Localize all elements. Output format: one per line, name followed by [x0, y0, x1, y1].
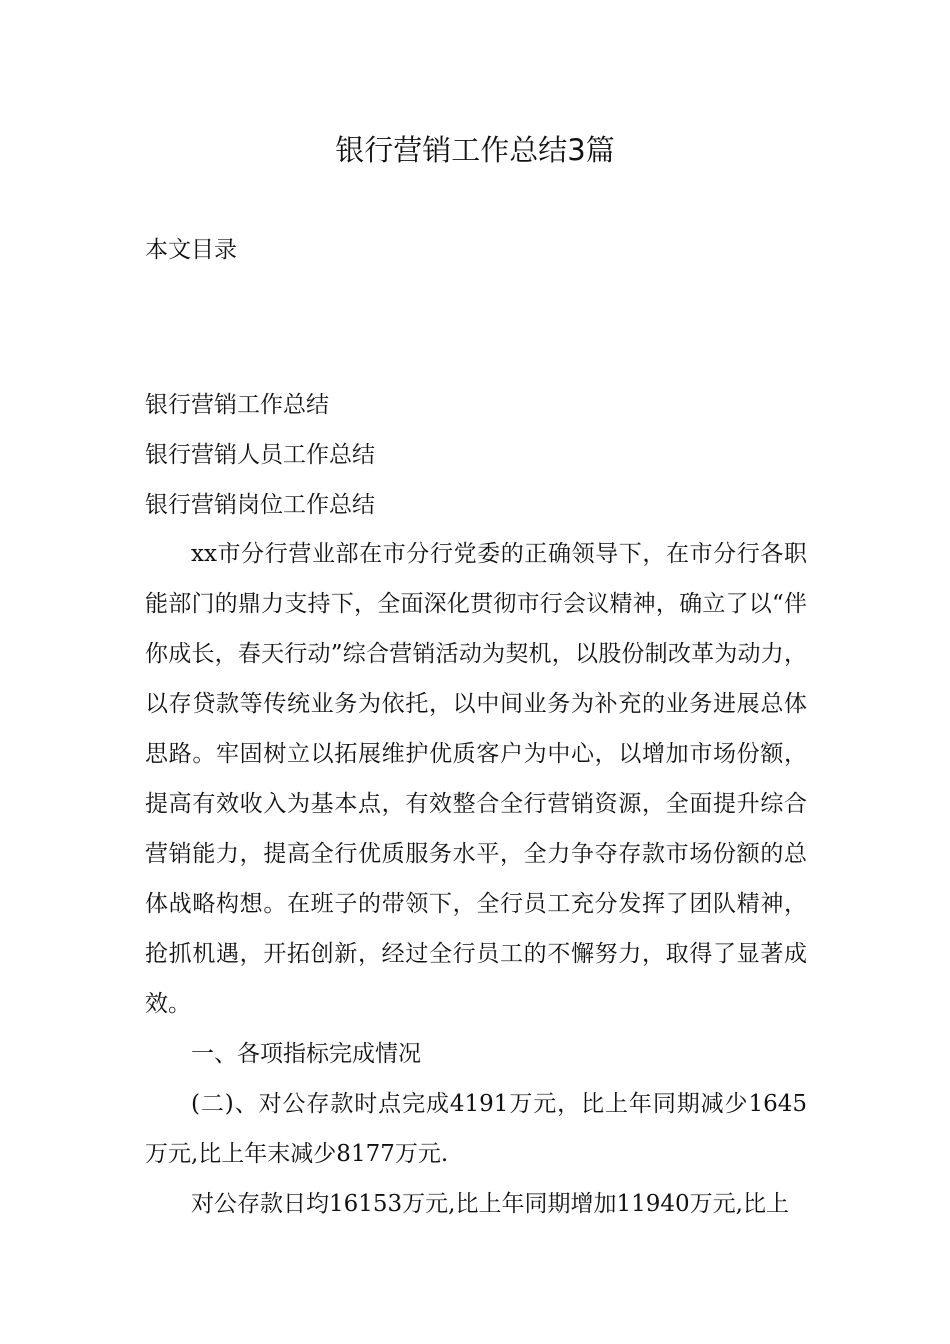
toc-item[interactable]: 银行营销工作总结 — [145, 392, 329, 418]
intro-paragraph: xx市分行营业部在市分行党委的正确领导下，在市分行各职能部门的鼎力支持下，全面深化贯彻市行会议精神，确立了以“伴你成长，春天行动”综合营销活动为契机，以股份制改革为动力，以存贷款等传统业务为依托，以中间业务为补充的业务进展总体思路。牢固树立以拓展维护优质客户为中心，以增加市场份额，提高有效收入为基本点，有效整合全行营销资源，全面提升综合营销能力，提高全行优质服务水平，全力争夺存款市场份额的总体战略构想。在班子的带领下，全行员工充分发挥了团队精神，抢抓机遇，开拓创新，经过全行员工的不懈努力，取得了显著成效。 — [145, 541, 807, 1017]
toc-item[interactable]: 银行营销人员工作总结 — [145, 442, 375, 468]
toc-heading: 本文目录 — [145, 237, 237, 263]
toc-list — [145, 380, 375, 530]
toc-item[interactable]: 银行营销岗位工作总结 — [145, 492, 375, 518]
body-paragraph: 对公存款日均16153万元,比上年同期增加11940万元,比上 — [191, 1191, 789, 1217]
section-heading: 一、各项指标完成情况 — [191, 1041, 421, 1067]
body-paragraph: (二)、对公存款时点完成4191万元，比上年同期减少1645万元,比上年末减少8177万元. — [145, 1091, 807, 1167]
document-body — [145, 529, 807, 1229]
document-title: 银行营销工作总结3篇 — [335, 133, 615, 167]
